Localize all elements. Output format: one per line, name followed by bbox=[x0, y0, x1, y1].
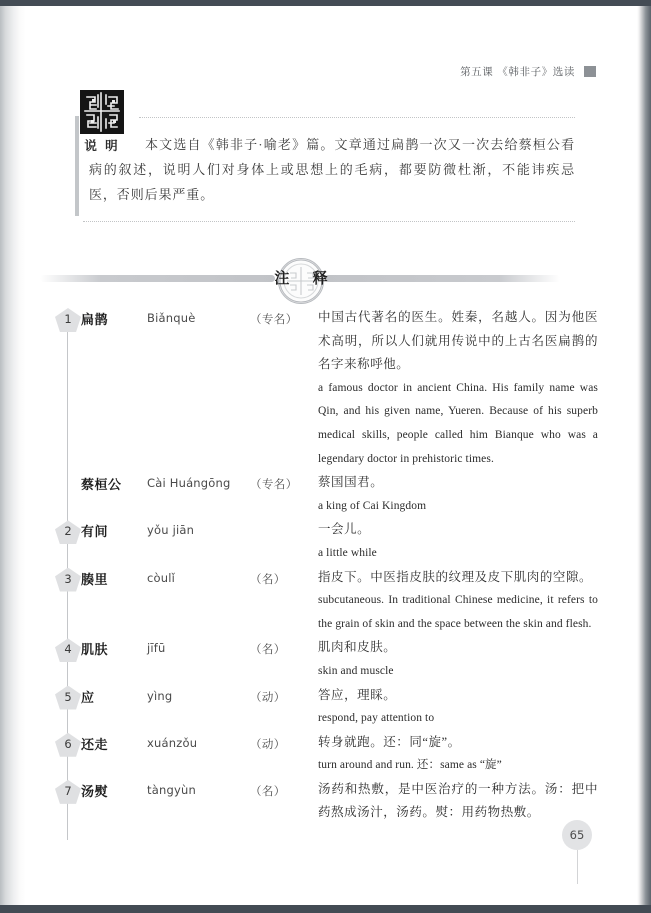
page-sheet bbox=[0, 6, 637, 905]
notes-list bbox=[28, 306, 608, 825]
note-pinyin: xuánzǒu bbox=[147, 735, 198, 750]
note-definition-zh: 一会儿。 bbox=[318, 522, 371, 537]
note-number: 1 bbox=[64, 312, 72, 326]
note-pinyin: tàngyùn bbox=[147, 782, 196, 797]
list-item bbox=[28, 306, 608, 471]
note-definition-en: skin and muscle bbox=[318, 664, 394, 677]
note-headword: 汤熨 bbox=[81, 784, 109, 800]
note-part-of-speech: （名） bbox=[250, 642, 286, 657]
note-number-badge bbox=[55, 733, 81, 755]
page-number-badge bbox=[562, 820, 592, 850]
list-item bbox=[28, 778, 608, 825]
book-spine-shadow bbox=[0, 6, 26, 905]
note-part-of-speech bbox=[250, 518, 318, 523]
note-pinyin: còulǐ bbox=[147, 570, 176, 585]
note-number-badge bbox=[55, 780, 81, 802]
note-pinyin: Biǎnquè bbox=[147, 311, 196, 325]
note-headword: 肌肤 bbox=[81, 643, 109, 659]
note-pinyin: yìng bbox=[147, 688, 173, 703]
note-definitions bbox=[318, 684, 608, 731]
note-definitions bbox=[318, 518, 608, 565]
note-definitions bbox=[318, 636, 608, 683]
seal-stamp-icon bbox=[80, 90, 124, 134]
note-definition-zh: 汤药和热敷，是中医治疗的一种方法。汤：把中药熬成汤汁，汤药。熨：用药物热敷。 bbox=[318, 781, 598, 820]
note-part-of-speech: （动） bbox=[250, 689, 286, 704]
intro-top-rule bbox=[139, 117, 575, 118]
page-number: 65 bbox=[569, 828, 585, 842]
running-head-text: 第五课 《韩非子》选读 bbox=[460, 66, 575, 78]
note-definition-en: a king of Cai Kingdom bbox=[318, 499, 427, 512]
intro-bottom-rule bbox=[83, 221, 575, 222]
note-number-badge bbox=[55, 308, 81, 330]
note-definition-en: a little while bbox=[318, 546, 377, 559]
note-number-badge bbox=[55, 520, 81, 542]
note-pinyin: jīfū bbox=[147, 641, 166, 656]
note-number: 6 bbox=[64, 736, 72, 751]
note-number-badge bbox=[55, 638, 81, 660]
note-definition-zh: 中国古代著名的医生。姓秦，名越人。因为他医术高明，所以人们就用传说中的上古名医扁鹊的名字来称呼他。 bbox=[318, 310, 598, 372]
note-definition-en: a famous doctor in ancient China. His family name was Qin, and his given name, Yueren. Because of his superb medical skills, people called him Bianque who was a legendary doctor in prehistoric times. bbox=[318, 381, 598, 465]
list-item bbox=[28, 471, 608, 518]
list-item bbox=[28, 518, 608, 565]
note-part-of-speech: （专名） bbox=[250, 312, 298, 326]
running-head bbox=[460, 64, 596, 79]
page-content bbox=[28, 6, 608, 905]
section-bar-left bbox=[40, 275, 275, 282]
note-definition-en: respond, pay attention to bbox=[318, 712, 435, 725]
note-number: 5 bbox=[64, 689, 72, 704]
note-headword: 还走 bbox=[81, 737, 109, 753]
note-definition-zh: 转身就跑。还：同“旋”。 bbox=[318, 734, 461, 749]
note-definition-en: subcutaneous. In traditional Chinese medicine, it refers to the grain of skin and the space between the skin and flesh. bbox=[318, 594, 598, 630]
note-number: 4 bbox=[64, 642, 72, 657]
section-bar-right bbox=[325, 275, 560, 282]
note-definitions bbox=[318, 306, 608, 471]
page-edge-right bbox=[637, 6, 651, 905]
intro-accent-bar bbox=[75, 116, 79, 216]
note-definitions bbox=[318, 731, 608, 778]
note-definitions bbox=[318, 778, 608, 825]
note-definition-zh: 肌肉和皮肤。 bbox=[318, 640, 397, 655]
note-part-of-speech: （专名） bbox=[250, 477, 298, 492]
intro-body-text: 本文选自《韩非子·喻老》篇。文章通过扁鹊一次又一次去给蔡桓公看病的叙述，说明人们对身体上或思想上的毛病，都要防微杜渐，不能讳疾忌医，否则后果严重。 bbox=[89, 137, 575, 202]
list-item bbox=[28, 731, 608, 778]
note-pinyin: yǒu jiān bbox=[147, 523, 195, 538]
note-pinyin: Cài Huángōng bbox=[147, 476, 231, 491]
square-mark-icon bbox=[584, 66, 596, 77]
section-title: 注 释 bbox=[274, 269, 337, 287]
note-number: 2 bbox=[64, 524, 72, 539]
note-headword: 腠里 bbox=[81, 572, 109, 588]
list-item bbox=[28, 566, 608, 637]
viewer-bottom-bar bbox=[0, 905, 651, 913]
note-definition-en: turn around and run. 还：same as “旋” bbox=[318, 759, 502, 772]
note-number-badge bbox=[55, 686, 81, 708]
section-header bbox=[40, 258, 560, 298]
note-number: 3 bbox=[64, 571, 72, 586]
note-number: 7 bbox=[64, 783, 72, 798]
note-headword: 有间 bbox=[81, 525, 109, 541]
note-headword: 扁鹊 bbox=[81, 313, 109, 328]
note-headword: 应 bbox=[81, 690, 95, 706]
note-part-of-speech: （名） bbox=[250, 571, 286, 586]
note-definition-zh: 答应，理睬。 bbox=[318, 687, 397, 702]
note-number-badge bbox=[55, 568, 81, 590]
note-definition-zh: 指皮下。中医指皮肤的纹理及皮下肌肉的空隙。 bbox=[318, 569, 593, 584]
intro-label: 说 明 bbox=[84, 138, 120, 153]
note-number-badge bbox=[55, 473, 81, 495]
note-definition-zh: 蔡国国君。 bbox=[318, 475, 384, 490]
note-definitions bbox=[318, 471, 608, 518]
note-definitions bbox=[318, 566, 608, 637]
note-headword: 蔡桓公 bbox=[81, 478, 122, 494]
note-part-of-speech: （名） bbox=[250, 783, 286, 798]
note-part-of-speech: （动） bbox=[250, 736, 286, 751]
list-item bbox=[28, 636, 608, 683]
folio-stem bbox=[577, 850, 578, 884]
list-item bbox=[28, 684, 608, 731]
